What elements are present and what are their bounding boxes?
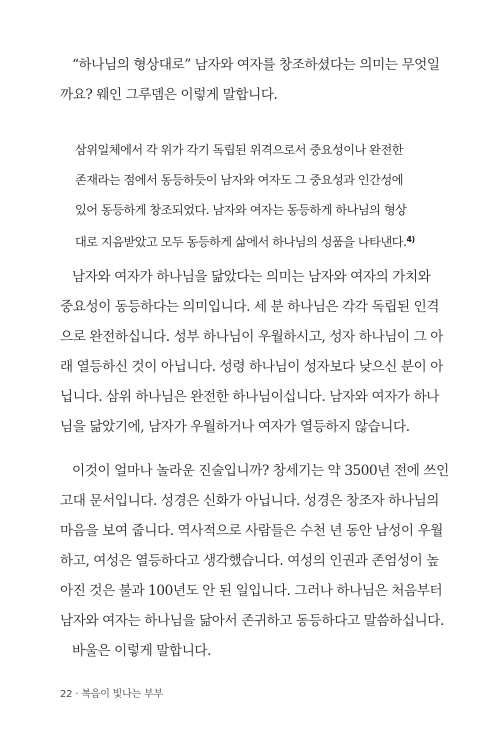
- text-line: 남자와 여자는 하나님을 닮아서 존귀하고 동등하다고 말씀하십니다.: [60, 613, 444, 629]
- text-line: “하나님의 형상대로” 남자와 여자를 창조하셨다는 의미는 무엇일: [72, 57, 440, 73]
- quote-line-text: 대로 지음받았고 모두 동등하게 삶에서 하나님의 성품을 나타낸다.: [75, 235, 407, 249]
- quote-line: 존재라는 점에서 동등하듯이 남자와 여자도 그 중요성과 인간성에: [75, 173, 403, 187]
- text-line: 이것이 얼마나 놀라운 진술입니까? 창세기는 약 3500년 전에 쓰인: [72, 463, 449, 479]
- quote-line-last: [75, 225, 435, 257]
- text-line: 으로 완전하십니다. 성부 하나님이 우월하시고, 성자 하나님이 그 아: [60, 329, 443, 345]
- quote-line: 삼위일체에서 각 위가 각기 독립된 위격으로서 중요성이나 완전한: [75, 143, 403, 157]
- text-line: 마음을 보여 줍니다. 역사적으로 사람들은 수천 년 동안 남성이 우월: [60, 523, 443, 539]
- text-line: 까요? 웨인 그루뎀은 이렇게 말합니다.: [60, 87, 278, 103]
- text-line: 고대 문서입니다. 성경은 신화가 아닙니다. 성경은 창조자 하나님의: [60, 493, 440, 509]
- text-line: 남자와 여자가 하나님을 닮았다는 의미는 남자와 여자의 가치와: [72, 269, 431, 285]
- book-title: 복음이 빛나는 부부: [81, 689, 163, 700]
- footnote-marker: 4): [406, 235, 415, 244]
- footer-separator: ·: [75, 689, 79, 700]
- page-number: 22: [60, 689, 73, 700]
- body-paragraph-2: [60, 456, 449, 666]
- body-paragraph-1: [60, 262, 442, 442]
- quote-line: 있어 동등하게 창조되었다. 남자와 여자는 동등하게 하나님의 형상: [75, 203, 407, 217]
- text-line: 아진 것은 불과 100년도 안 된 일입니다. 그러나 하나님은 처음부터: [60, 583, 443, 599]
- block-quote: [75, 135, 435, 257]
- text-line: 래 열등하신 것이 아닙니다. 성령 하나님이 성자보다 낮으신 분이 아: [60, 359, 443, 375]
- text-line: 하고, 여성은 열등하다고 생각했습니다. 여성의 인권과 존엄성이 높: [60, 553, 440, 569]
- page-footer: [60, 685, 163, 700]
- intro-paragraph: [60, 50, 442, 110]
- text-line: 닙니다. 삼위 하나님은 완전한 하나님이십니다. 남자와 여자가 하나: [60, 389, 440, 405]
- text-line: 중요성이 동등하다는 의미입니다. 세 분 하나님은 각각 독립된 인격: [60, 299, 440, 315]
- text-line: 님을 닮았기에, 남자가 우월하거나 여자가 열등하지 않습니다.: [60, 419, 410, 435]
- text-line: 바울은 이렇게 말합니다.: [72, 643, 212, 659]
